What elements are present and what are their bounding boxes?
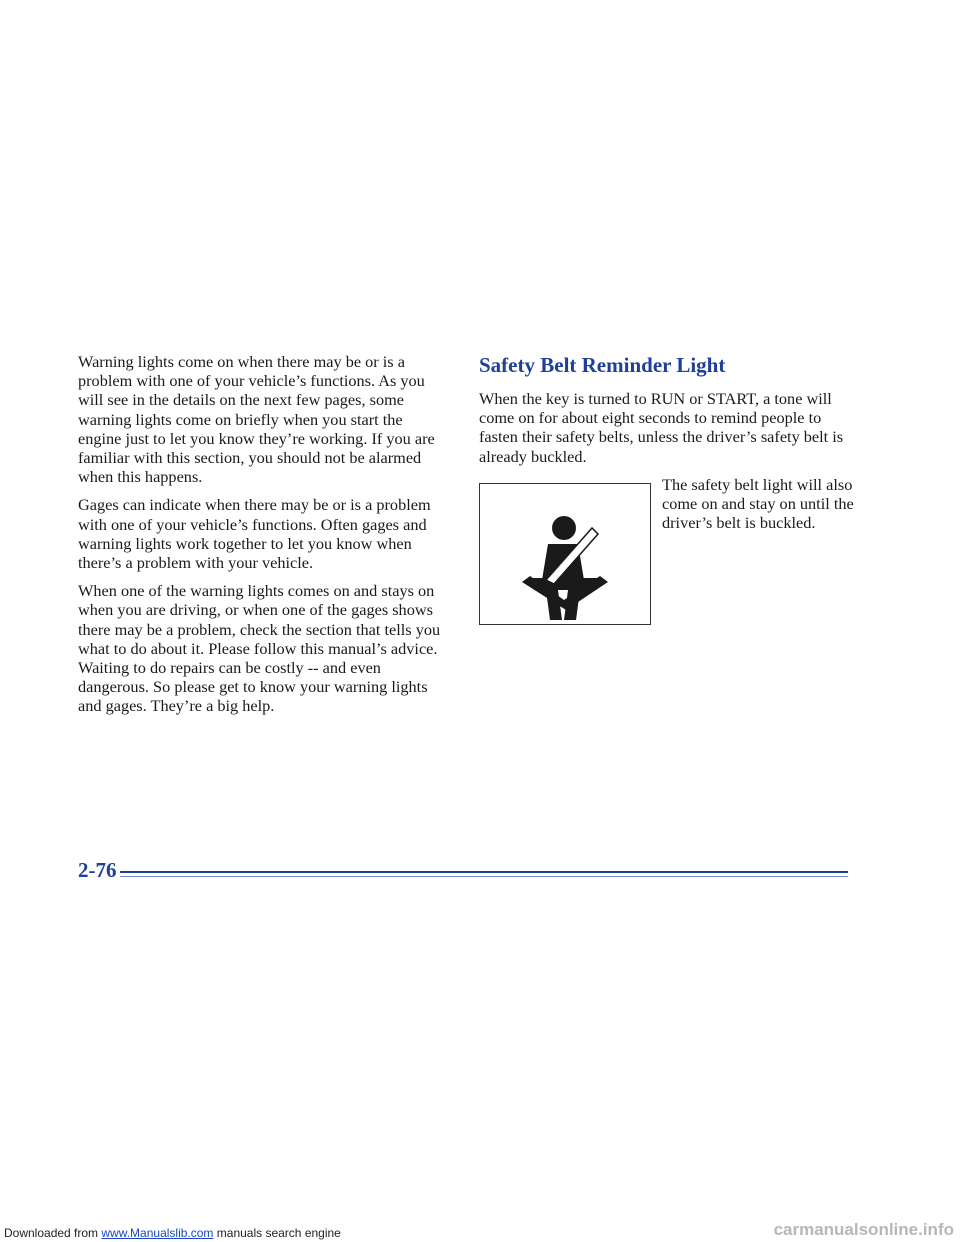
page-number: 2-76 [78, 858, 117, 882]
safety-belt-figure [479, 483, 651, 625]
paragraph-reminder-tone: When the key is turned to RUN or START, a tone will come on for about eight seconds to remind people to fasten their safety belts, unless the driver’s safety belt is already buckled. [479, 389, 844, 466]
manualslib-link[interactable]: www.Manualslib.com [101, 1226, 214, 1240]
section-heading: Safety Belt Reminder Light [479, 353, 726, 377]
paragraph-warning-lights: Warning lights come on when there may be or is a problem with one of your vehicle’s functions. As you will see in the details on the next few pages, some warning lights come on briefly when you start the engine just to let you know they’re working. If you are familiar with this section, you should not be alarmed when this happens. [78, 352, 435, 487]
download-notice [4, 1224, 341, 1242]
download-bar [0, 1220, 960, 1242]
footer-rule-thin [120, 876, 848, 877]
page-footer [78, 858, 848, 888]
left-column [78, 352, 450, 725]
site-watermark: carmanualsonline.info [773, 1220, 954, 1239]
download-prefix: Downloaded from [4, 1226, 102, 1240]
paragraph-when-light-stays-on: When one of the warning lights comes on and stays on when you are driving, or when one of the gages shows there may be a problem, check the section that tells you what to do about it. Please follow this manual’s advice. Waiting to do repairs can be costly -- and even dangerous. So please get to know your warning lights and gages. They’re a big help. [78, 581, 441, 716]
paragraph-gages: Gages can indicate when there may be or is a problem with one of your vehicle’s functions. Often gages and warning lights work together to let you know when there’s a problem with your vehicle. [78, 495, 431, 573]
download-suffix: manuals search engine [213, 1226, 341, 1240]
right-column [479, 352, 859, 635]
safety-belt-icon [480, 484, 650, 624]
figure-caption: The safety belt light will also come on and stay on until the driver’s belt is buckled. [662, 474, 854, 533]
figure-row [479, 475, 859, 635]
footer-rule [120, 871, 848, 873]
